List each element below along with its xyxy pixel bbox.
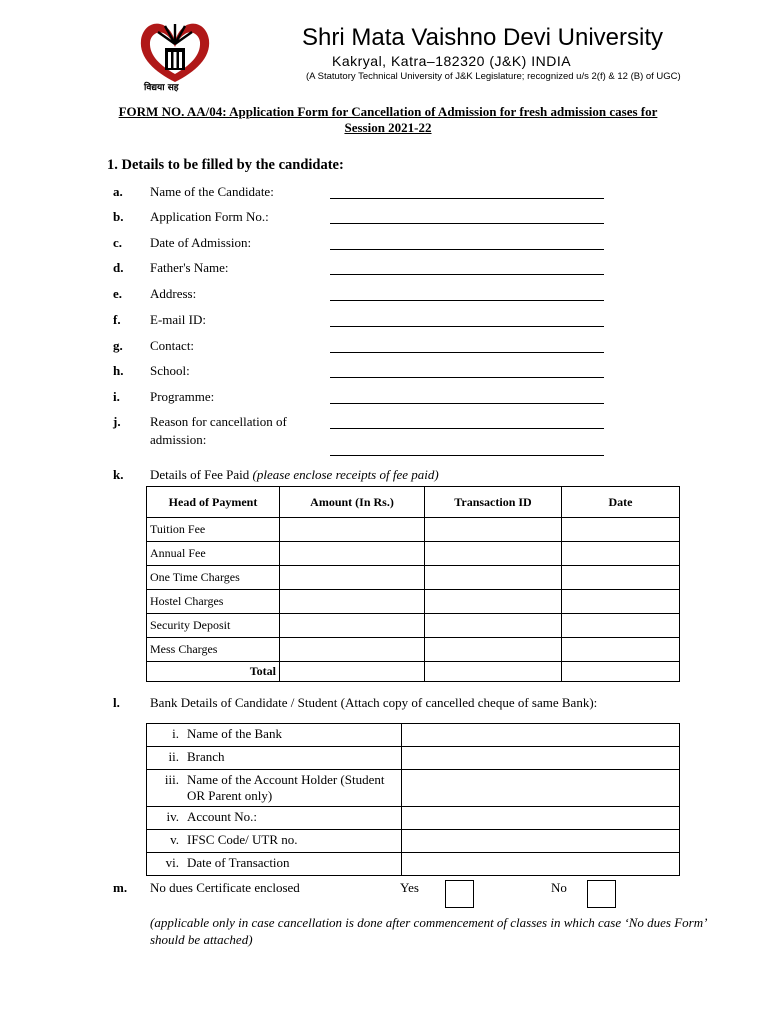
account-no-cell[interactable] [402, 807, 680, 830]
table-row [147, 638, 680, 662]
no-dues-label: No dues Certificate enclosed [150, 880, 300, 895]
school-line[interactable] [330, 377, 604, 378]
transaction-cell[interactable] [425, 542, 562, 566]
admission-date-line[interactable] [330, 249, 604, 250]
amount-cell[interactable] [280, 590, 425, 614]
field-letter: k. [113, 467, 124, 482]
field-letter: c. [113, 235, 123, 250]
field-label-father-name: Father's Name: [150, 260, 229, 275]
no-dues-note: (applicable only in case cancellation is done after commencement of classes in which case ‘No dues Form’ should be attached) [150, 915, 706, 947]
no-label: No [551, 880, 567, 895]
field-label-programme: Programme: [150, 389, 215, 404]
field-letter: i. [113, 389, 120, 404]
field-letter: j. [113, 414, 121, 429]
field-label-candidate-name: Name of the Candidate: [150, 184, 274, 199]
amount-cell[interactable] [280, 614, 425, 638]
total-label: Total [147, 662, 280, 682]
column-header: Date [562, 487, 680, 518]
table-row [147, 566, 680, 590]
transaction-cell[interactable] [425, 566, 562, 590]
yes-checkbox[interactable] [445, 880, 474, 908]
bank-field-label: Date of Transaction [183, 853, 402, 876]
row-number: v. [147, 830, 184, 853]
field-letter: b. [113, 209, 124, 224]
field-label-contact: Contact: [150, 338, 195, 353]
row-number: iv. [147, 807, 184, 830]
date-cell[interactable] [562, 518, 680, 542]
transaction-cell[interactable] [425, 518, 562, 542]
transaction-cell[interactable] [425, 638, 562, 662]
contact-line[interactable] [330, 352, 604, 353]
total-date-cell[interactable] [562, 662, 680, 682]
email-line[interactable] [330, 326, 604, 327]
row-number: i. [147, 724, 184, 747]
bank-name-cell[interactable] [402, 724, 680, 747]
column-header: Amount (In Rs.) [280, 487, 425, 518]
field-label-email: E-mail ID: [150, 312, 206, 327]
table-row [147, 853, 680, 876]
table-row [147, 518, 680, 542]
father-name-line[interactable] [330, 274, 604, 275]
candidate-name-line[interactable] [330, 198, 604, 199]
field-letter: a. [113, 184, 123, 199]
application-no-line[interactable] [330, 223, 604, 224]
date-cell[interactable] [562, 614, 680, 638]
table-row [147, 542, 680, 566]
row-number: vi. [147, 853, 184, 876]
table-row [147, 724, 680, 747]
field-label-school: School: [150, 363, 190, 378]
field-letter: h. [113, 363, 124, 378]
date-cell[interactable] [562, 566, 680, 590]
bank-field-label: IFSC Code/ UTR no. [183, 830, 402, 853]
field-letter: g. [113, 338, 123, 353]
payment-head: Hostel Charges [147, 590, 280, 614]
amount-cell[interactable] [280, 542, 425, 566]
total-amount-cell[interactable] [280, 662, 425, 682]
statutory-note: (A Statutory Technical University of J&K Legislature; recognized u/s 2(f) & 12 (B) of UGC) [306, 71, 681, 82]
yes-label: Yes [400, 880, 419, 895]
branch-cell[interactable] [402, 747, 680, 770]
bank-field-label: Name of the Account Holder (Student OR Parent only) [183, 770, 402, 807]
field-label-reason-cont: admission: [150, 432, 207, 447]
bank-field-label: Name of the Bank [183, 724, 402, 747]
transaction-cell[interactable] [425, 590, 562, 614]
account-holder-cell[interactable] [402, 770, 680, 807]
payment-head: Tuition Fee [147, 518, 280, 542]
no-checkbox[interactable] [587, 880, 616, 908]
payment-head: Security Deposit [147, 614, 280, 638]
logo-motto: विद्यया सह [144, 83, 179, 93]
university-name: Shri Mata Vaishno Devi University [302, 24, 664, 51]
field-label-application-no: Application Form No.: [150, 209, 269, 224]
field-letter: l. [113, 695, 120, 710]
table-row [147, 590, 680, 614]
programme-line[interactable] [330, 403, 604, 404]
field-letter: m. [113, 880, 128, 895]
date-cell[interactable] [562, 638, 680, 662]
amount-cell[interactable] [280, 566, 425, 590]
form-title: FORM NO. AA/04: Application Form for Cancellation of Admission for fresh admission cases for Session 2021-22 [118, 104, 658, 135]
reason-line-2[interactable] [330, 455, 604, 456]
table-row [147, 830, 680, 853]
total-row [147, 662, 680, 682]
fee-table [146, 486, 680, 682]
payment-head: One Time Charges [147, 566, 280, 590]
university-address: Kakryal, Katra–182320 (J&K) INDIA [332, 53, 572, 69]
table-row [147, 807, 680, 830]
ifsc-cell[interactable] [402, 830, 680, 853]
amount-cell[interactable] [280, 638, 425, 662]
reason-line-1[interactable] [330, 428, 604, 429]
bank-field-label: Account No.: [183, 807, 402, 830]
payment-head: Mess Charges [147, 638, 280, 662]
table-row [147, 747, 680, 770]
row-number: ii. [147, 747, 184, 770]
column-header: Transaction ID [425, 487, 562, 518]
row-number: iii. [147, 770, 184, 807]
payment-head: Annual Fee [147, 542, 280, 566]
transaction-date-cell[interactable] [402, 853, 680, 876]
table-row [147, 614, 680, 638]
table-row [147, 770, 680, 807]
fee-section-label: Details of Fee Paid (please enclose receipts of fee paid) [150, 467, 439, 482]
column-header: Head of Payment [147, 487, 280, 518]
field-letter: e. [113, 286, 123, 301]
transaction-cell[interactable] [425, 614, 562, 638]
date-cell[interactable] [562, 542, 680, 566]
field-label-reason: Reason for cancellation of [150, 414, 287, 429]
field-letter: d. [113, 260, 124, 275]
field-letter: f. [113, 312, 121, 327]
bank-field-label: Branch [183, 747, 402, 770]
total-transaction-cell[interactable] [425, 662, 562, 682]
section-heading: 1. Details to be filled by the candidate: [107, 157, 344, 173]
amount-cell[interactable] [280, 518, 425, 542]
bank-details-table [146, 723, 680, 876]
address-line[interactable] [330, 300, 604, 301]
bank-section-label: Bank Details of Candidate / Student (Attach copy of cancelled cheque of same Bank): [150, 695, 598, 710]
date-cell[interactable] [562, 590, 680, 614]
field-label-address: Address: [150, 286, 197, 301]
field-label-admission-date: Date of Admission: [150, 235, 252, 250]
table-header-row [147, 487, 680, 518]
